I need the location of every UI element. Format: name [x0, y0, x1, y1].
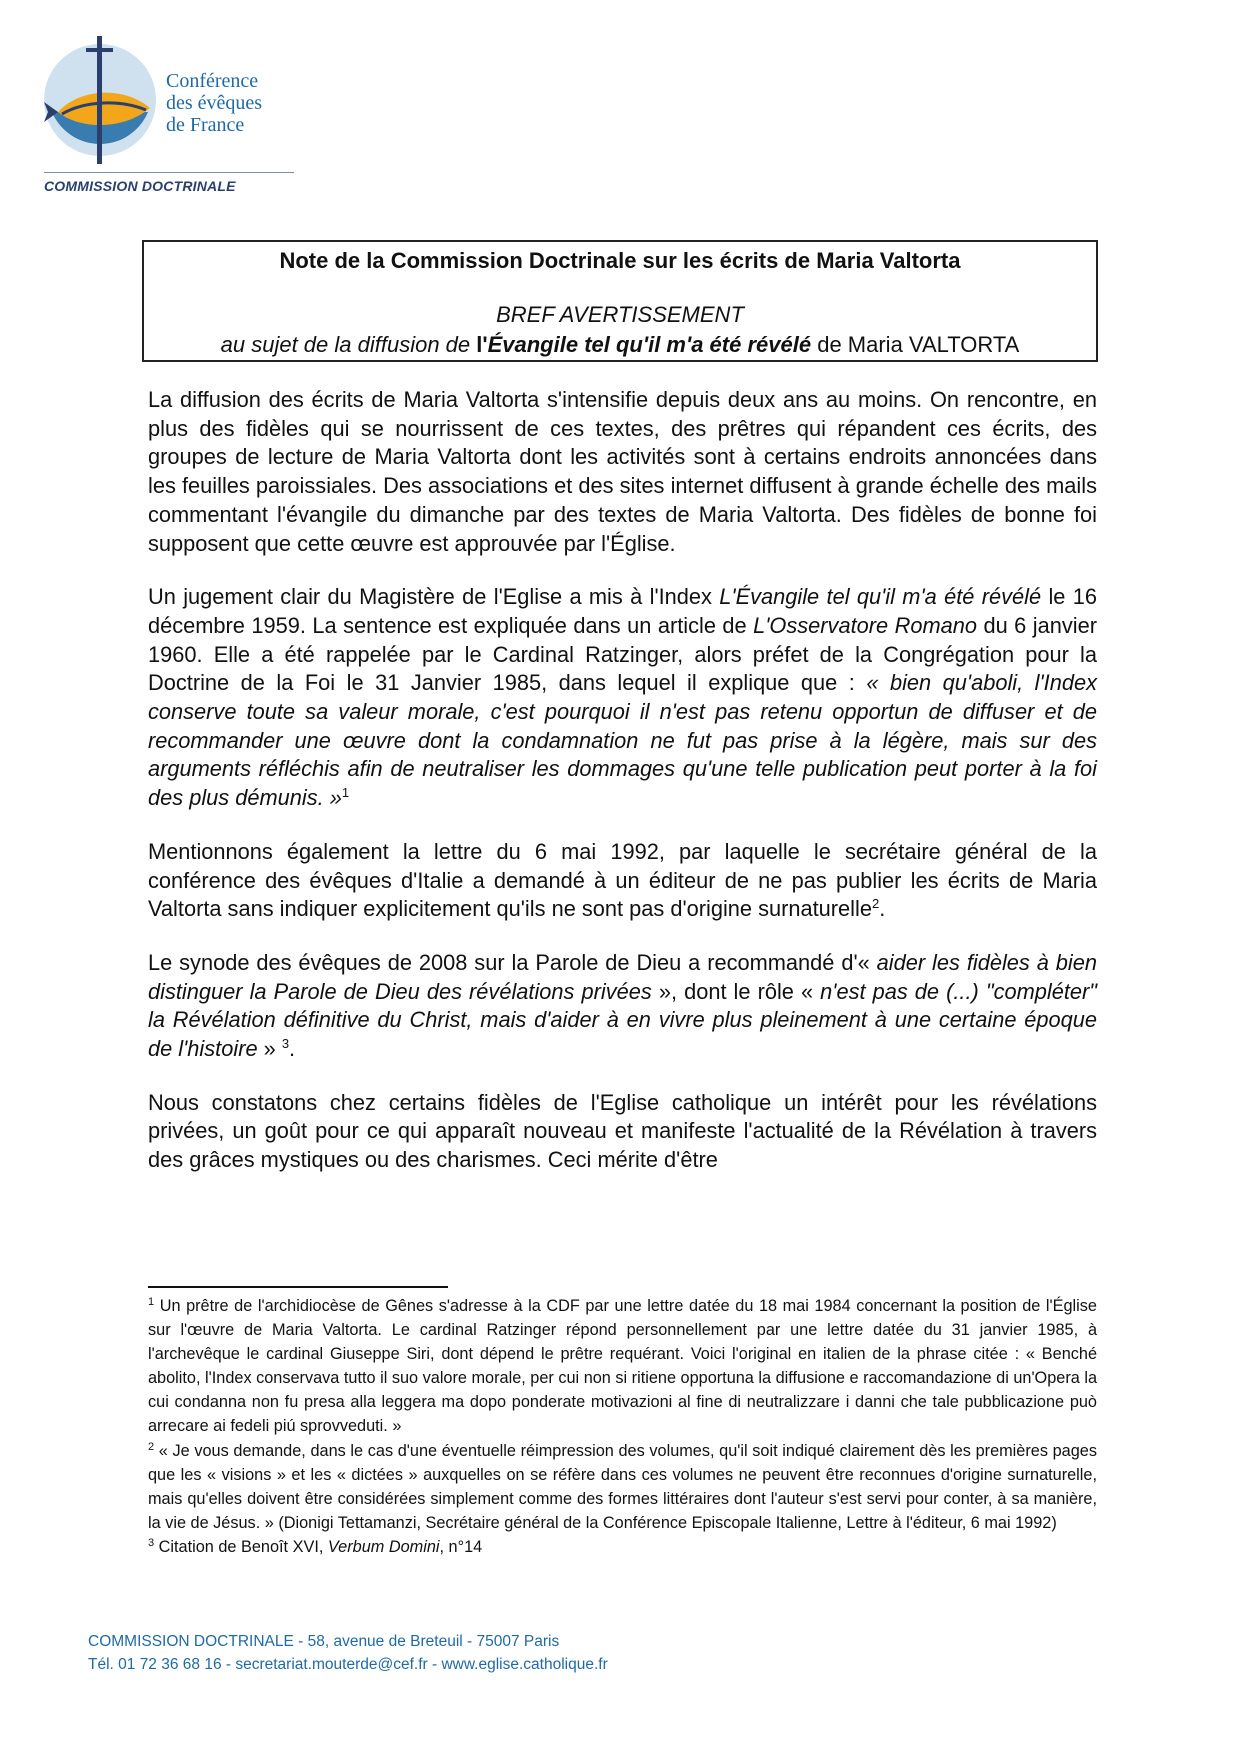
- footnote-2-text: « Je vous demande, dans le cas d'une éventuelle réimpression des volumes, qu'il soit indiqué clairement dès les premières pages que les « visions » et les « dictées » auxquelles on se réfère dans ces volumes ne peuvent être reconnues d'origine surnaturelle, mais qu'elles doivent être considérées simplement comme des formes littéraires dont l'auteur s'est servi pour conter, à sa manière, la vie de Jésus. » (Dionigi Tettamanzi, Secrétaire général de la Conférence Episcopale Italienne, Lettre à l'éditeur, 6 mai 1992): [148, 1441, 1097, 1532]
- footer-contact: Tél. 01 72 36 68 16 - secretariat.mouterde@cef.fr - www.eglise.catholique.fr: [88, 1656, 608, 1673]
- paragraph-2: [148, 583, 1097, 813]
- cef-emblem-icon: [38, 30, 164, 170]
- p2-text-a: Un jugement clair du Magistère de l'Eglise a mis à l'Index: [148, 584, 720, 610]
- footnote-ref-2[interactable]: 2: [872, 896, 880, 912]
- p4-text-c: », dont le rôle «: [651, 978, 821, 1004]
- p2-quote: « bien qu'aboli, l'Index conserve toute sa valeur morale, c'est pourquoi il n'est pas retenu opportun de diffuser et de recommander une œuvre dont la condamnation ne fut pas prise à la légère, mais sur des arguments réfléchis afin de neutraliser les dommages qu'une telle publication peut porter à la foi des plus démunis. »: [148, 670, 1097, 811]
- footnote-3: [148, 1535, 1097, 1559]
- footnote-3-text-a: Citation de Benoît XVI,: [154, 1537, 328, 1556]
- paragraph-1: La diffusion des écrits de Maria Valtorta s'intensifie depuis deux ans au moins. On rencontre, en plus des fidèles qui se nourrissent de ces textes, des prêtres qui répandent ces écrits, des groupes de lecture de Maria Valtorta dont les activités sont à certains endroits annoncées dans les feuilles paroissiales. Des associations et des sites internet diffusent à grande échelle des mails commentant l'évangile du dimanche par des textes de Maria Valtorta. Des fidèles de bonne foi supposent que cette œuvre est approuvée par l'Église.: [148, 387, 1097, 556]
- p2-work-title: L'Évangile tel qu'il m'a été révélé: [719, 584, 1042, 610]
- footnotes: [148, 1294, 1097, 1559]
- footnote-ref-1[interactable]: 1: [341, 785, 350, 801]
- footnote-separator: [148, 1286, 448, 1288]
- footnote-2-number: 2: [148, 1440, 155, 1453]
- subject-prefix: au sujet de la diffusion de: [220, 332, 477, 357]
- page-footer: [88, 1630, 608, 1676]
- logo-divider: [44, 172, 294, 173]
- main-text: [148, 386, 1097, 1200]
- title-box: [142, 240, 1098, 362]
- document-subject: [144, 332, 1096, 358]
- p2-text-c: le 16 décembre 1959. La sentence est expliquée dans un article de: [148, 584, 1098, 638]
- logo: [38, 30, 298, 200]
- logo-line-france: de France: [166, 114, 245, 136]
- footnote-3-number: 3: [148, 1536, 155, 1549]
- logo-line-eveques: des évêques: [166, 92, 263, 114]
- logo-commission-label: COMMISSION DOCTRINALE: [44, 178, 236, 194]
- footer-address: COMMISSION DOCTRINALE - 58, avenue de Breteuil - 75007 Paris: [88, 1633, 560, 1650]
- footnote-3-work: Verbum Domini: [327, 1537, 440, 1556]
- p4-quote-1: aider les fidèles à bien distinguer la Parole de Dieu des révélations privées: [148, 949, 1097, 1004]
- logo-line-conference: Conférence: [166, 70, 259, 92]
- p2-text-e: du 6 janvier 1960. Elle a été rappelée par le Cardinal Ratzinger, alors préfet de la Congrégation pour la Doctrine de la Foi le 31 Janvier 1985, dans lequel il explique que :: [148, 612, 1097, 696]
- footnote-1-number: 1: [148, 1296, 155, 1308]
- paragraph-3: [148, 838, 1097, 924]
- p4-end: .: [289, 1036, 296, 1062]
- paragraph-5: Nous constatons chez certains fidèles de l'Eglise catholique un intérêt pour les révélations privées, un goût pour ce qui apparaît nouveau et manifeste l'actualité de la Révélation à travers des grâces mystiques ou des charismes. Ceci mérite d'être: [148, 1089, 1097, 1173]
- p2-newspaper: L'Osservatore Romano: [753, 612, 977, 638]
- subject-suffix: de Maria VALTORTA: [811, 332, 1020, 357]
- p4-quote-2: n'est pas de (...) "compléter" la Révélation définitive du Christ, mais d'aider à en vivre plus pleinement à une certaine époque de l'histoire: [148, 978, 1098, 1062]
- p3-text: Mentionnons également la lettre du 6 mai 1992, par laquelle le secrétaire général de la conférence des évêques d'Italie a demandé à un éditeur de ne pas publier les écrits de Maria Valtorta sans indiquer explicitement qu'ils ne sont pas d'origine surnaturelle: [148, 838, 1097, 922]
- footnote-1: [148, 1294, 1097, 1439]
- footnote-3-text-c: , n°14: [439, 1537, 483, 1556]
- p3-end: .: [879, 896, 886, 922]
- footnote-1-text: Un prêtre de l'archidiocèse de Gênes s'adresse à la CDF par une lettre datée du 18 mai 1984 concernant la position de l'Église sur l'œuvre de Maria Valtorta. Le cardinal Ratzinger répond personnellement par une lettre datée du 31 janvier 1985, à l'archevêque le cardinal Giuseppe Siri, dont dépend le prêtre requérant. Voici l'original en italien de la phrase citée : « Benché abolito, l'Index conservava tutto il suo valore morale, per cui non si ritiene opportuna la diffusione e raccomandazione di un'Opera la cui condanna non fu presa alla leggera ma dopo ponderate motivazioni al fine di neutralizzare i danni che tale pubblicazione può arrecare ai fedeli piú sprovveduti. »: [148, 1297, 1097, 1436]
- subject-article: l': [476, 332, 488, 357]
- subject-work-title: Évangile tel qu'il m'a été révélé: [487, 332, 812, 357]
- document-subtitle: BREF AVERTISSEMENT: [496, 302, 744, 327]
- footnote-ref-3[interactable]: 3: [281, 1036, 290, 1052]
- p4-text-e: »: [257, 1036, 282, 1062]
- paragraph-4: [148, 949, 1097, 1064]
- p4-text-a: Le synode des évêques de 2008 sur la Parole de Dieu a recommandé d'«: [148, 949, 877, 975]
- document-title: Note de la Commission Doctrinale sur les écrits de Maria Valtorta: [279, 248, 961, 273]
- footnote-2: [148, 1439, 1097, 1535]
